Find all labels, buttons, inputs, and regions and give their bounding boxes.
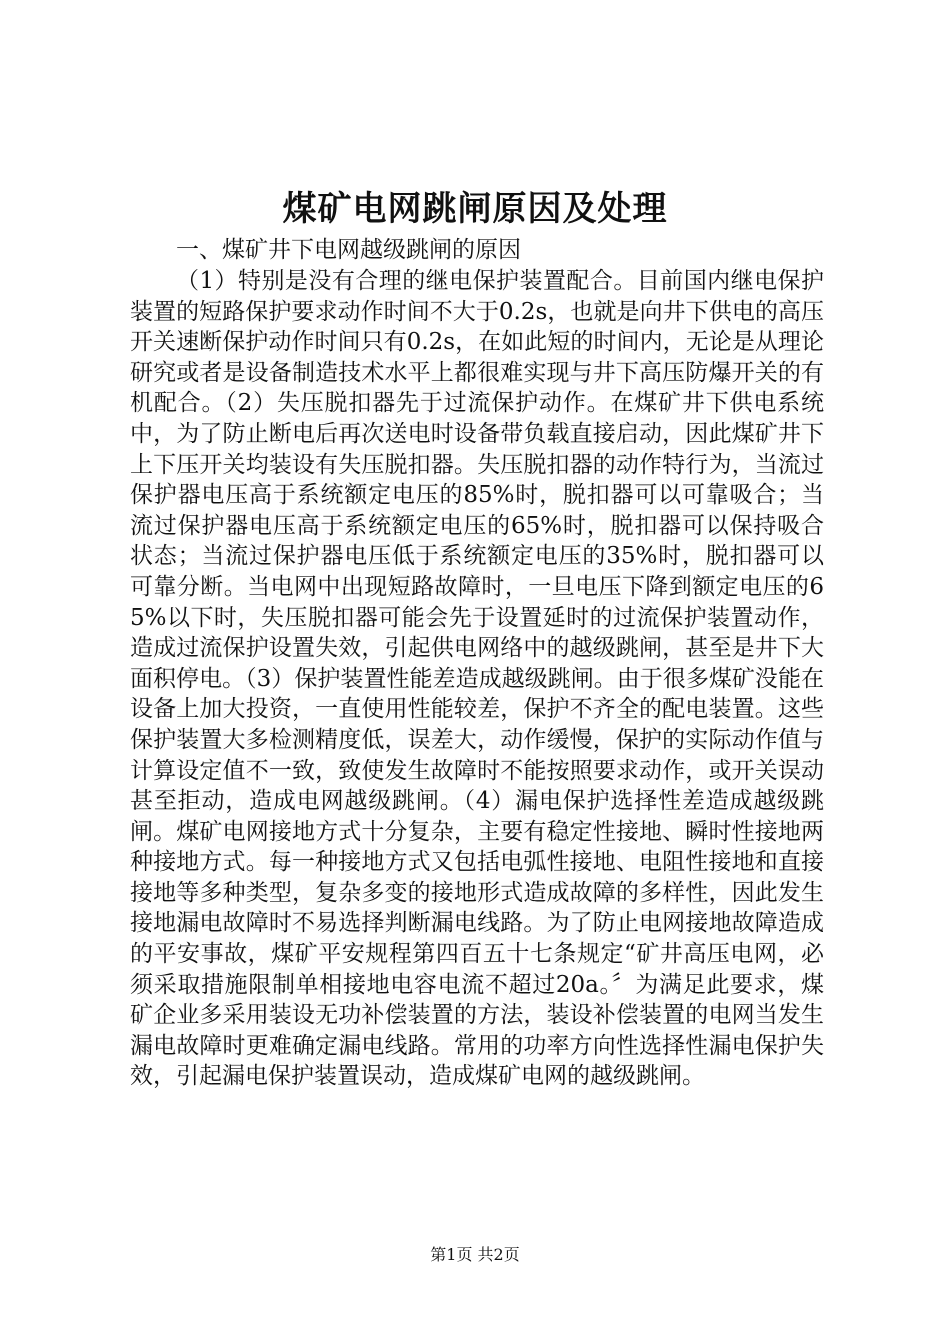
section-heading: 一、煤矿井下电网越级跳闸的原因	[176, 237, 521, 263]
body-paragraph: （1）特别是没有合理的继电保护装置配合。目前国内继电保护装置的短路保护要求动作时间不大于0.2s，也就是向井下供电的高压开关速断保护动作时间只有0.2s，在如此短的时间内，无论是从理论研究或者是设备制造技术水平上都很难实现与井下高压防爆开关的有机配合。（2）失压脱扣器先于过流保护动作。在煤矿井下供电系统中，为了防止断电后再次送电时设备带负载直接启动，因此煤矿井下上下压开关均装设有失压脱扣器。失压脱扣器的动作特行为，当流过保护器电压高于系统额定电压的85%时，脱扣器可以可靠吸合；当流过保护器电压高于系统额定电压的65%时，脱扣器可以保持吸合状态；当流过保护器电压低于系统额定电压的35%时，脱扣器可以可靠分断。当电网中出现短路故障时，一旦电压下降到额定电压的65%以下时，失压脱扣器可能会先于设置延时的过流保护装置动作，造成过流保护设置失效，引起供电网络中的越级跳闸，甚至是井下大面积停电。（3）保护装置性能差造成越级跳闸。由于很多煤矿没能在设备上加大投资，一直使用性能较差，保护不齐全的配电装置。这些保护装置大多检测精度低，误差大，动作缓慢，保护的实际动作值与计算设定值不一致，致使发生故障时不能按照要求动作，或开关误动甚至拒动，造成电网越级跳闸。（4）漏电保护选择性差造成越级跳闸。煤矿电网接地方式十分复杂，主要有稳定性接地、瞬时性接地两种接地方式。每一种接地方式又包括电弧性接地、电阻性接地和直接接地等多种类型，复杂多变的接地形式造成故障的多样性，因此发生接地漏电故障时不易选择判断漏电线路。为了防止电网接地故障造成的平安事故，煤矿平安规程第四百五十七条规定“矿井高压电网，必须采取措施限制单相接地电容电流不超过20a。〞为满足此要求，煤矿企业多采用装设无功补偿装置的方法，装设补偿装置的电网当发生漏电故障时更难确定漏电线路。常用的功率方向性选择性漏电保护失效，引起漏电保护装置误动，造成煤矿电网的越级跳闸。	[130, 268, 824, 1090]
page-number: 第1页 共2页	[430, 1245, 520, 1264]
document-title: 煤矿电网跳闸原因及处理	[282, 189, 668, 229]
